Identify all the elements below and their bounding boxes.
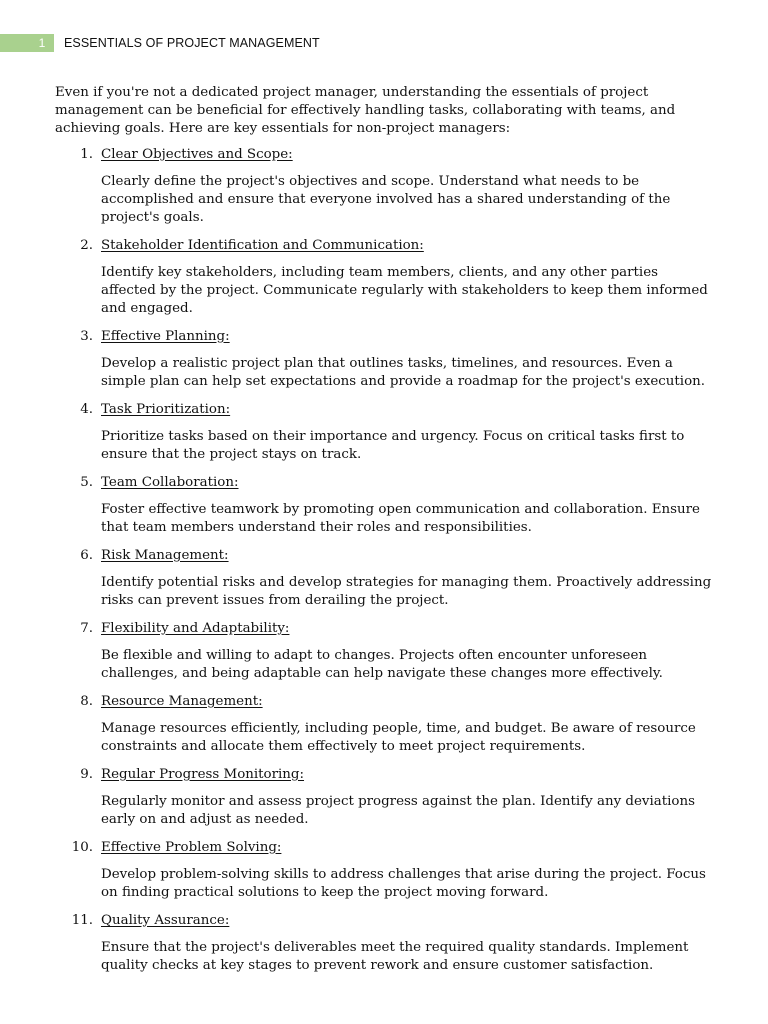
item-description: Regularly monitor and assess project progress against the plan. Identify any deviations early on and adjust as needed. (101, 794, 695, 827)
item-number: 3. (80, 329, 93, 344)
item-number: 8. (80, 694, 93, 709)
item-description: Identify key stakeholders, including team members, clients, and any other parties affected by the project. Communicate regularly with stakeholders to keep them informed and engaged. (101, 265, 708, 316)
item-description: Develop a realistic project plan that outlines tasks, timelines, and resources. Even a simple plan can help set expectations and provide a roadmap for the project's execution. (101, 356, 706, 389)
item-title: Clear Objectives and Scope: (101, 147, 293, 162)
item-title: Stakeholder Identification and Communication: (101, 238, 424, 253)
page-number-badge: 1 (0, 34, 54, 52)
item-description: Ensure that the project's deliverables meet the required quality standards. Implement quality checks at key stages to prevent rework and ensure customer satisfaction. (101, 940, 689, 973)
item-title: Effective Problem Solving: (101, 840, 282, 855)
item-description: Prioritize tasks based on their importance and urgency. Focus on critical tasks first to ensure that the project stays on track. (101, 429, 685, 462)
list-item (55, 766, 715, 829)
item-number: 4. (80, 402, 93, 417)
list-item (55, 237, 715, 318)
list-item (55, 146, 715, 227)
item-number: 1. (80, 147, 93, 162)
list-item (55, 912, 715, 975)
item-number: 11. (71, 913, 93, 928)
item-number: 10. (71, 840, 93, 855)
list-item (55, 547, 715, 610)
page-header (0, 34, 320, 52)
list-item (55, 620, 715, 683)
item-title: Resource Management: (101, 694, 263, 709)
item-title: Effective Planning: (101, 329, 230, 344)
item-description: Clearly define the project's objectives and scope. Understand what needs to be accomplished and ensure that everyone involved has a shared understanding of the project's goals. (101, 174, 671, 225)
item-description: Manage resources efficiently, including people, time, and budget. Be aware of resource constraints and allocate them effectively to meet project requirements. (101, 721, 696, 754)
intro-paragraph: Even if you're not a dedicated project manager, understanding the essentials of project management can be beneficial for effectively handling tasks, collaborating with teams, and achieving goals. Here are key essentials for non-project managers: (55, 85, 676, 136)
item-number: 9. (80, 767, 93, 782)
item-description: Be flexible and willing to adapt to changes. Projects often encounter unforeseen challenges, and being adaptable can help navigate these changes more effectively. (101, 648, 663, 681)
item-description: Foster effective teamwork by promoting open communication and collaboration. Ensure that team members understand their roles and responsibilities. (101, 502, 700, 535)
item-number: 2. (80, 238, 93, 253)
item-number: 7. (80, 621, 93, 636)
item-number: 6. (80, 548, 93, 563)
item-number: 5. (80, 475, 93, 490)
item-title: Team Collaboration: (101, 475, 239, 490)
item-title: Regular Progress Monitoring: (101, 767, 305, 782)
item-title: Task Prioritization: (101, 402, 231, 417)
list-item (55, 693, 715, 756)
list-item (55, 328, 715, 391)
item-title: Quality Assurance: (101, 913, 230, 928)
header-title: ESSENTIALS OF PROJECT MANAGEMENT (64, 36, 320, 50)
item-title: Risk Management: (101, 548, 229, 563)
list-item (55, 839, 715, 902)
essentials-list (55, 146, 715, 975)
item-title: Flexibility and Adaptability: (101, 621, 290, 636)
list-item (55, 474, 715, 537)
list-item (55, 401, 715, 464)
document-body (55, 84, 715, 985)
item-description: Identify potential risks and develop strategies for managing them. Proactively addressing risks can prevent issues from derailing the project. (101, 575, 712, 608)
item-description: Develop problem-solving skills to address challenges that arise during the project. Focus on finding practical solutions to keep the project moving forward. (101, 867, 706, 900)
